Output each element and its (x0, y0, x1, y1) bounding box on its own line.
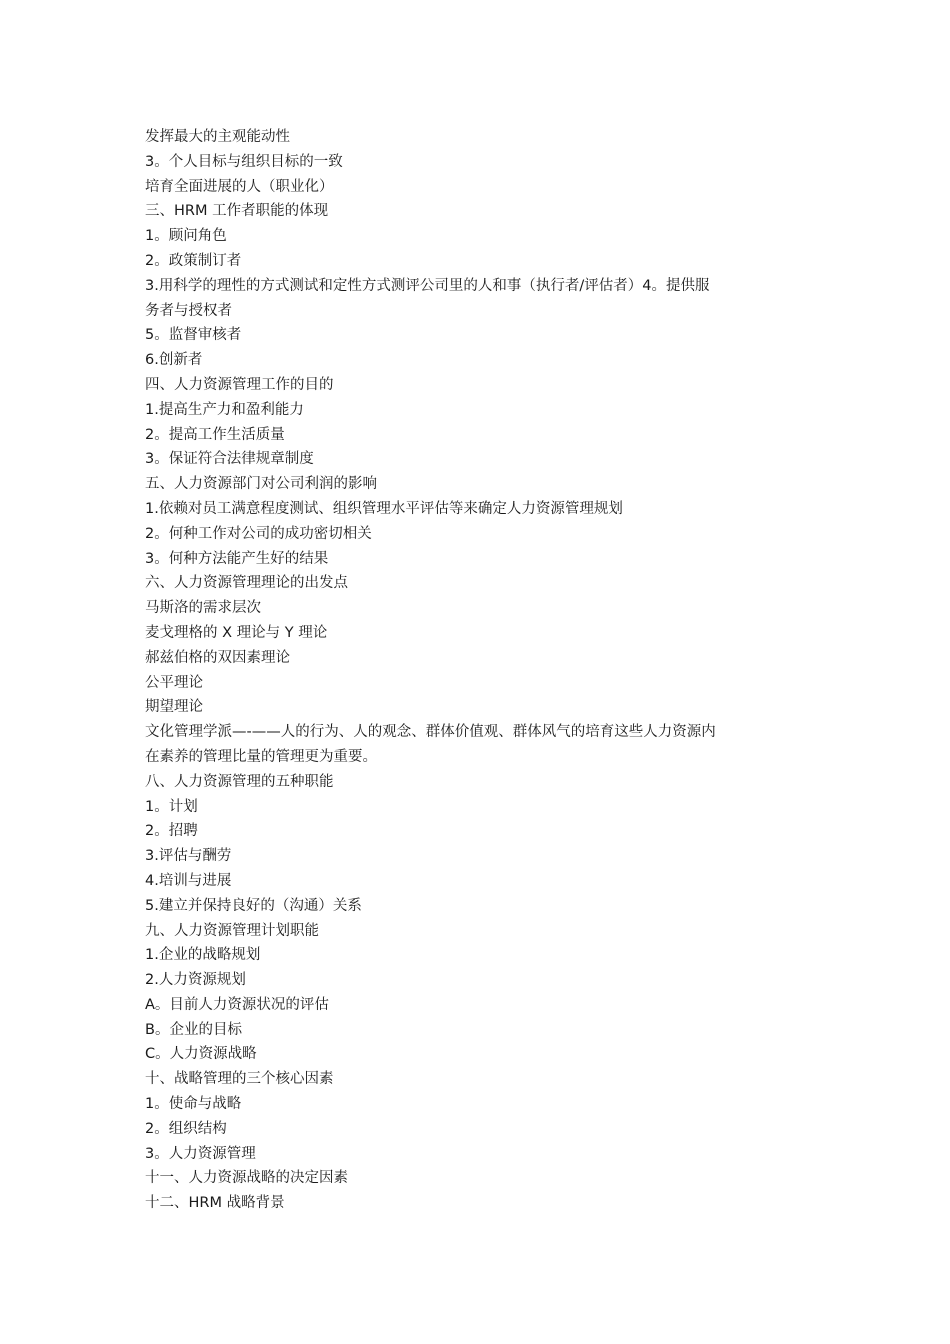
list-item: 1.提高生产力和盈利能力 (145, 401, 304, 418)
list-item: 5。监督审核者 (145, 327, 242, 344)
list-item: 2。提高工作生活质量 (145, 426, 285, 443)
list-item: 2.人力资源规划 (145, 972, 246, 989)
section-heading: 四、人力资源管理工作的目的 (145, 376, 334, 393)
list-item: 1.依赖对员工满意程度测试、组织管理水平评估等来确定人力资源管理规划 (145, 500, 623, 517)
section-heading: 六、人力资源管理理论的出发点 (145, 575, 348, 592)
text-line: 培育全面进展的人（职业化） (145, 178, 334, 195)
section-heading: 十、战略管理的三个核心因素 (145, 1071, 334, 1088)
text-line: 公平理论 (145, 674, 203, 691)
list-item: 1。计划 (145, 798, 198, 815)
list-item: 1。使命与战略 (145, 1096, 242, 1113)
list-item: 1。顾问角色 (145, 228, 227, 245)
text-line: 麦戈理格的 X 理论与 Y 理论 (145, 624, 328, 641)
list-item: 5.建立并保持良好的（沟通）关系 (145, 897, 362, 914)
section-heading: 八、人力资源管理的五种职能 (145, 773, 334, 790)
text-line: 务者与授权者 (145, 302, 232, 319)
list-item: C。人力资源战略 (145, 1046, 257, 1063)
section-heading: 十一、人力资源战略的决定因素 (145, 1170, 348, 1187)
list-item: 3.评估与酬劳 (145, 848, 232, 865)
text-line: 马斯洛的需求层次 (145, 600, 261, 617)
list-item: 6.创新者 (145, 352, 203, 369)
list-item: 4.培训与进展 (145, 872, 232, 889)
text-line: 在素养的管理比量的管理更为重要。 (145, 748, 377, 765)
text-line: 期望理论 (145, 699, 203, 716)
list-item: 3。人力资源管理 (145, 1145, 256, 1162)
section-heading: 十二、HRM 战略背景 (145, 1195, 285, 1212)
text-line: 3。个人目标与组织目标的一致 (145, 153, 343, 170)
list-item: 3。何种方法能产生好的结果 (145, 550, 329, 567)
text-line: 郝兹伯格的双因素理论 (145, 649, 290, 666)
section-heading: 五、人力资源部门对公司利润的影响 (145, 476, 377, 493)
document-body (145, 125, 810, 1216)
list-item: 1.企业的战略规划 (145, 947, 261, 964)
list-item: 3.用科学的理性的方式测试和定性方式测评公司里的人和事（执行者/评估者）4。提供服 (145, 277, 710, 294)
list-item: A。目前人力资源状况的评估 (145, 996, 329, 1013)
text-line: 文化管理学派—-——人的行为、人的观念、群体价值观、群体风气的培育这些人力资源内 (145, 724, 716, 741)
section-heading: 九、人力资源管理计划职能 (145, 922, 319, 939)
list-item: 2。组织结构 (145, 1120, 227, 1137)
text-line: 发挥最大的主观能动性 (145, 129, 290, 145)
list-item: 2。政策制订者 (145, 252, 242, 269)
section-heading: 三、HRM 工作者职能的体现 (145, 203, 329, 220)
list-item: 3。保证符合法律规章制度 (145, 451, 314, 468)
list-item: B。企业的目标 (145, 1021, 242, 1038)
list-item: 2。招聘 (145, 823, 198, 840)
list-item: 2。何种工作对公司的成功密切相关 (145, 525, 372, 542)
